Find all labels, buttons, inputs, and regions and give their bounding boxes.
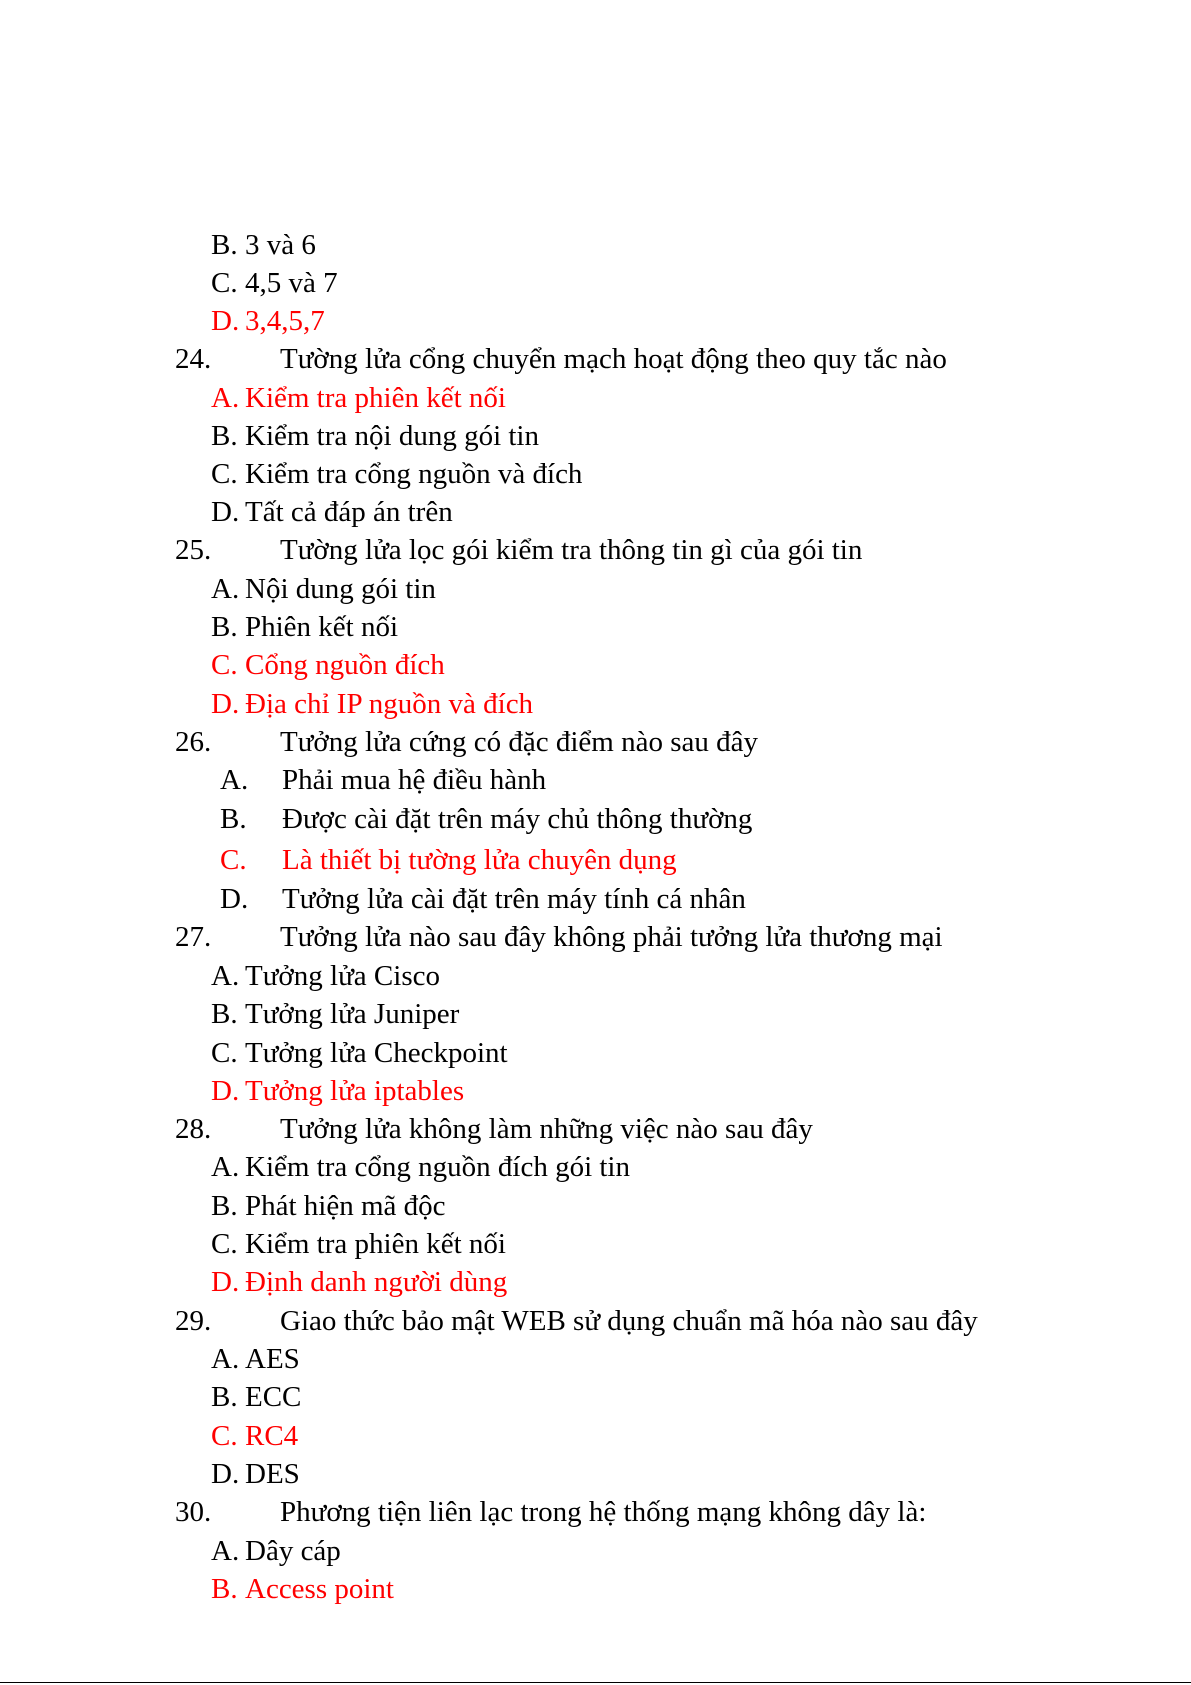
question-text: Phương tiện liên lạc trong hệ thống mạng không dây là: bbox=[280, 1496, 927, 1528]
option-letter: C. bbox=[211, 1037, 238, 1069]
option-text: Địa chỉ IP nguồn và đích bbox=[245, 688, 534, 720]
question-row bbox=[0, 1110, 1191, 1148]
option-letter: A. bbox=[211, 382, 240, 414]
option-letter: A. bbox=[211, 1535, 240, 1567]
option-row-correct bbox=[0, 302, 1191, 340]
option-text: Phiên kết nối bbox=[245, 611, 399, 643]
question-number: 28. bbox=[175, 1113, 212, 1145]
question-number: 29. bbox=[175, 1305, 212, 1337]
question-text: Tưởng lửa không làm những việc nào sau đây bbox=[280, 1113, 813, 1145]
option-letter: D. bbox=[211, 1075, 240, 1107]
option-text: Tưởng lửa iptables bbox=[245, 1075, 465, 1107]
question-text: Tường lửa lọc gói kiểm tra thông tin gì của gói tin bbox=[280, 534, 863, 566]
option-letter: C. bbox=[211, 1228, 238, 1260]
option-row bbox=[0, 1378, 1191, 1416]
option-letter: D. bbox=[211, 1266, 240, 1298]
option-text: Định danh người dùng bbox=[245, 1266, 508, 1298]
option-row bbox=[0, 995, 1191, 1033]
option-letter: A. bbox=[211, 960, 240, 992]
option-text: ECC bbox=[245, 1381, 302, 1413]
option-row bbox=[0, 1532, 1191, 1570]
option-row-correct bbox=[0, 646, 1191, 684]
option-row bbox=[0, 880, 1191, 918]
option-row bbox=[0, 417, 1191, 455]
option-text: Phát hiện mã độc bbox=[245, 1190, 446, 1222]
option-text: Được cài đặt trên máy chủ thông thường bbox=[282, 803, 753, 835]
option-row-correct bbox=[0, 1263, 1191, 1301]
option-letter: B. bbox=[211, 420, 238, 452]
option-letter: A. bbox=[211, 1343, 240, 1375]
option-row bbox=[0, 1455, 1191, 1493]
question-text: Tưởng lửa nào sau đây không phải tưởng lửa thương mại bbox=[280, 921, 943, 953]
option-text: Cổng nguồn đích bbox=[245, 649, 445, 681]
option-text: AES bbox=[245, 1343, 300, 1375]
option-text: Tưởng lửa Juniper bbox=[245, 998, 460, 1030]
option-letter: D. bbox=[220, 883, 249, 915]
option-row-correct bbox=[0, 685, 1191, 723]
option-row bbox=[0, 1148, 1191, 1186]
option-text: Tưởng lửa Checkpoint bbox=[245, 1037, 508, 1069]
option-letter: C. bbox=[211, 458, 238, 490]
option-row bbox=[0, 761, 1191, 799]
option-letter: D. bbox=[211, 1458, 240, 1490]
option-letter: C. bbox=[211, 649, 238, 681]
option-row bbox=[0, 1034, 1191, 1072]
question-row bbox=[0, 340, 1191, 378]
option-text: Tưởng lửa Cisco bbox=[245, 960, 440, 992]
option-letter: A. bbox=[220, 764, 249, 796]
option-row-correct bbox=[0, 379, 1191, 417]
option-text: Nội dung gói tin bbox=[245, 573, 436, 605]
option-row bbox=[0, 800, 1191, 838]
option-text: Tất cả đáp án trên bbox=[245, 496, 453, 528]
question-number: 26. bbox=[175, 726, 212, 758]
option-row-correct bbox=[0, 1417, 1191, 1455]
question-row bbox=[0, 1302, 1191, 1340]
option-letter: C. bbox=[211, 1420, 238, 1452]
option-letter: B. bbox=[211, 1573, 238, 1605]
question-row bbox=[0, 918, 1191, 956]
question-number: 30. bbox=[175, 1496, 212, 1528]
option-letter: D. bbox=[211, 688, 240, 720]
question-text: Tường lửa cổng chuyển mạch hoạt động theo quy tắc nào bbox=[280, 343, 947, 375]
question-row bbox=[0, 723, 1191, 761]
option-text: 4,5 và 7 bbox=[245, 267, 338, 299]
option-row bbox=[0, 493, 1191, 531]
question-number: 25. bbox=[175, 534, 212, 566]
option-row bbox=[0, 1187, 1191, 1225]
option-text: Kiểm tra nội dung gói tin bbox=[245, 420, 539, 452]
option-letter: B. bbox=[211, 1190, 238, 1222]
question-text: Giao thức bảo mật WEB sử dụng chuẩn mã hóa nào sau đây bbox=[280, 1305, 978, 1337]
question-number: 27. bbox=[175, 921, 212, 953]
option-letter: B. bbox=[211, 229, 238, 261]
option-text: Phải mua hệ điều hành bbox=[282, 764, 547, 796]
option-text: Tưởng lửa cài đặt trên máy tính cá nhân bbox=[282, 883, 746, 915]
option-row bbox=[0, 455, 1191, 493]
option-letter: A. bbox=[211, 1151, 240, 1183]
option-letter: B. bbox=[220, 803, 247, 835]
question-row bbox=[0, 531, 1191, 569]
option-text: Kiểm tra phiên kết nối bbox=[245, 1228, 506, 1260]
option-text: DES bbox=[245, 1458, 300, 1490]
option-row bbox=[0, 264, 1191, 302]
option-text: 3,4,5,7 bbox=[245, 305, 325, 337]
option-letter: D. bbox=[211, 305, 240, 337]
option-text: Kiểm tra cổng nguồn và đích bbox=[245, 458, 583, 490]
option-text: RC4 bbox=[245, 1420, 299, 1452]
option-text: Kiểm tra cổng nguồn đích gói tin bbox=[245, 1151, 630, 1183]
option-letter: B. bbox=[211, 1381, 238, 1413]
option-text: Là thiết bị tường lửa chuyên dụng bbox=[282, 844, 677, 876]
option-letter: C. bbox=[211, 267, 238, 299]
option-row bbox=[0, 1225, 1191, 1263]
option-text: 3 và 6 bbox=[245, 229, 316, 261]
option-text: Kiểm tra phiên kết nối bbox=[245, 382, 506, 414]
option-letter: C. bbox=[220, 844, 247, 876]
question-row bbox=[0, 1493, 1191, 1531]
option-letter: A. bbox=[211, 573, 240, 605]
option-row bbox=[0, 1340, 1191, 1378]
option-row bbox=[0, 226, 1191, 264]
option-text: Access point bbox=[245, 1573, 394, 1605]
option-row bbox=[0, 570, 1191, 608]
option-letter: D. bbox=[211, 496, 240, 528]
option-letter: B. bbox=[211, 611, 238, 643]
question-number: 24. bbox=[175, 343, 212, 375]
page-bottom-rule bbox=[0, 1682, 1191, 1683]
option-text: Dây cáp bbox=[245, 1535, 341, 1567]
option-row bbox=[0, 608, 1191, 646]
option-row-correct bbox=[0, 1570, 1191, 1608]
option-row bbox=[0, 957, 1191, 995]
question-text: Tưởng lửa cứng có đặc điểm nào sau đây bbox=[280, 726, 759, 758]
option-letter: B. bbox=[211, 998, 238, 1030]
option-row-correct bbox=[0, 1072, 1191, 1110]
option-row-correct bbox=[0, 841, 1191, 879]
